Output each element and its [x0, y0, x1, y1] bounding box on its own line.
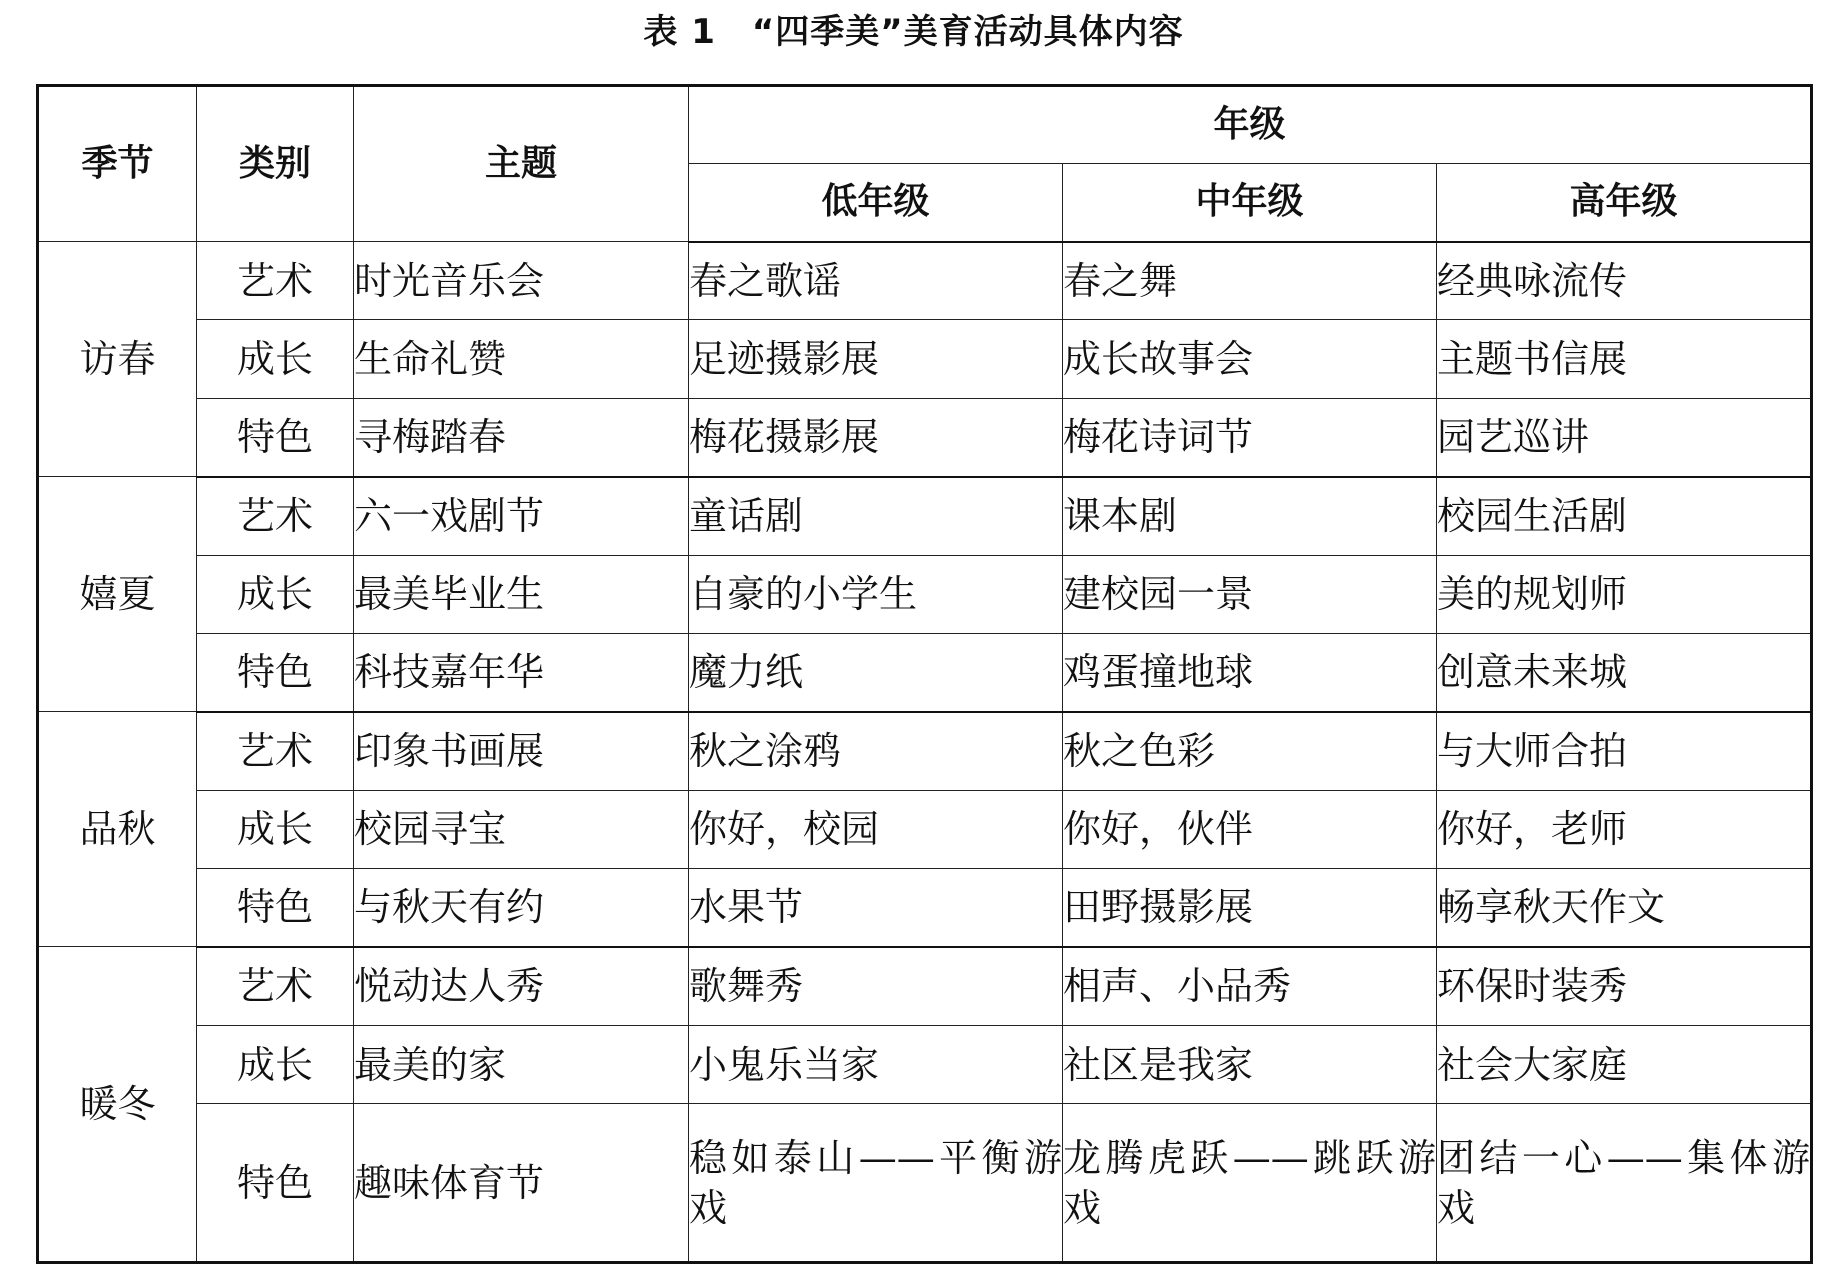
mid-grade-cell: 梅花诗词节 — [1063, 398, 1437, 476]
season-cell: 嬉夏 — [38, 477, 197, 712]
mid-grade-cell: 成长故事会 — [1063, 320, 1437, 398]
high-grade-cell: 环保时装秀 — [1437, 947, 1812, 1025]
category-cell: 特色 — [197, 869, 354, 947]
mid-grade-cell: 社区是我家 — [1063, 1025, 1437, 1103]
low-grade-cell: 童话剧 — [689, 477, 1063, 555]
table-row — [38, 398, 1812, 476]
high-grade-cell: 经典咏流传 — [1437, 242, 1812, 320]
header-theme: 主题 — [354, 86, 689, 242]
high-grade-cell: 团结一心——集体游戏 — [1437, 1104, 1812, 1263]
high-grade-cell: 园艺巡讲 — [1437, 398, 1812, 476]
table-row — [38, 1104, 1812, 1263]
high-grade-cell: 与大师合拍 — [1437, 712, 1812, 790]
theme-cell: 生命礼赞 — [354, 320, 689, 398]
mid-grade-cell: 建校园一景 — [1063, 555, 1437, 633]
mid-grade-cell: 秋之色彩 — [1063, 712, 1437, 790]
theme-cell: 六一戏剧节 — [354, 477, 689, 555]
theme-cell: 校园寻宝 — [354, 790, 689, 868]
low-grade-cell: 梅花摄影展 — [689, 398, 1063, 476]
theme-cell: 趣味体育节 — [354, 1104, 689, 1263]
low-grade-cell: 歌舞秀 — [689, 947, 1063, 1025]
low-grade-cell: 足迹摄影展 — [689, 320, 1063, 398]
category-cell: 成长 — [197, 555, 354, 633]
season-group-autumn — [38, 712, 1812, 947]
season-group-winter — [38, 947, 1812, 1263]
header-mid-grade: 中年级 — [1063, 164, 1437, 242]
high-grade-cell: 主题书信展 — [1437, 320, 1812, 398]
mid-grade-cell: 鸡蛋撞地球 — [1063, 633, 1437, 711]
low-grade-cell: 自豪的小学生 — [689, 555, 1063, 633]
table-row — [38, 869, 1812, 947]
table-row — [38, 633, 1812, 711]
category-cell: 艺术 — [197, 477, 354, 555]
category-cell: 艺术 — [197, 712, 354, 790]
category-cell: 艺术 — [197, 947, 354, 1025]
table-row — [38, 790, 1812, 868]
season-group-summer — [38, 477, 1812, 712]
theme-cell: 最美的家 — [354, 1025, 689, 1103]
mid-grade-cell: 课本剧 — [1063, 477, 1437, 555]
mid-grade-cell: 相声、小品秀 — [1063, 947, 1437, 1025]
table-row — [38, 477, 1812, 555]
header-season: 季节 — [38, 86, 197, 242]
category-cell: 成长 — [197, 790, 354, 868]
table-header — [38, 86, 1812, 242]
table-caption — [0, 12, 1827, 52]
high-grade-cell: 你好，老师 — [1437, 790, 1812, 868]
mid-grade-cell: 春之舞 — [1063, 242, 1437, 320]
theme-cell: 科技嘉年华 — [354, 633, 689, 711]
table-row — [38, 947, 1812, 1025]
season-cell: 访春 — [38, 242, 197, 477]
season-cell: 暖冬 — [38, 947, 197, 1263]
low-grade-cell: 你好，校园 — [689, 790, 1063, 868]
table-row — [38, 555, 1812, 633]
header-low-grade: 低年级 — [689, 164, 1063, 242]
season-group-spring — [38, 242, 1812, 477]
table-row — [38, 320, 1812, 398]
category-cell: 艺术 — [197, 242, 354, 320]
high-grade-cell: 社会大家庭 — [1437, 1025, 1812, 1103]
header-category: 类别 — [197, 86, 354, 242]
low-grade-cell: 魔力纸 — [689, 633, 1063, 711]
low-grade-cell: 水果节 — [689, 869, 1063, 947]
table-row — [38, 242, 1812, 320]
low-grade-cell: 小鬼乐当家 — [689, 1025, 1063, 1103]
table-row — [38, 712, 1812, 790]
category-cell: 特色 — [197, 1104, 354, 1263]
table-number: 表 1 — [643, 12, 716, 52]
category-cell: 特色 — [197, 633, 354, 711]
header-high-grade: 高年级 — [1437, 164, 1812, 242]
high-grade-cell: 畅享秋天作文 — [1437, 869, 1812, 947]
table-title: “四季美”美育活动具体内容 — [751, 12, 1184, 52]
low-grade-cell: 春之歌谣 — [689, 242, 1063, 320]
theme-cell: 与秋天有约 — [354, 869, 689, 947]
category-cell: 特色 — [197, 398, 354, 476]
activity-table — [36, 84, 1813, 1264]
season-cell: 品秋 — [38, 712, 197, 947]
theme-cell: 悦动达人秀 — [354, 947, 689, 1025]
category-cell: 成长 — [197, 1025, 354, 1103]
header-grade: 年级 — [689, 86, 1812, 164]
category-cell: 成长 — [197, 320, 354, 398]
mid-grade-cell: 龙腾虎跃——跳跃游戏 — [1063, 1104, 1437, 1263]
high-grade-cell: 校园生活剧 — [1437, 477, 1812, 555]
low-grade-cell: 秋之涂鸦 — [689, 712, 1063, 790]
theme-cell: 印象书画展 — [354, 712, 689, 790]
mid-grade-cell: 田野摄影展 — [1063, 869, 1437, 947]
table-row — [38, 1025, 1812, 1103]
high-grade-cell: 创意未来城 — [1437, 633, 1812, 711]
mid-grade-cell: 你好，伙伴 — [1063, 790, 1437, 868]
high-grade-cell: 美的规划师 — [1437, 555, 1812, 633]
low-grade-cell: 稳如泰山——平衡游戏 — [689, 1104, 1063, 1263]
theme-cell: 时光音乐会 — [354, 242, 689, 320]
theme-cell: 寻梅踏春 — [354, 398, 689, 476]
theme-cell: 最美毕业生 — [354, 555, 689, 633]
